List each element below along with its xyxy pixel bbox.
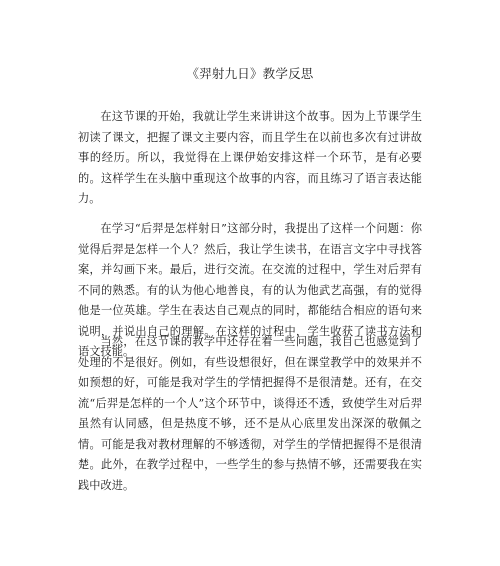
paragraph-1: 在这节课的开始，我就让学生来讲讲这个故事。因为上节课学生初读了课文，把握了课文主要内容，而且学生在以前也多次有过讲故事的经历。所以，我觉得在上课伊始安排这样一个环节，是有必要的。这样学生在头脑中重现这个故事的内容，而且练习了语言表达能力。 bbox=[78, 110, 422, 205]
paragraph-2: 在学习“后羿是怎样射日”这部分时，我提出了这样一个问题：你觉得后羿是怎样一个人？然后，我让学生读书，在语言文字中寻找答案，并勾画下来。最后，进行交流。在交流的过程中，学生对后羿有不同的熟悉。有的认为他心地善良，有的认为他武艺高强，有的觉得他是一位英雄。学生在表达自己观点的同时，都能结合相应的语句来说明，并说出自己的理解。在这样的过程中，学生收获了读书方法和语文技能。 bbox=[78, 222, 422, 358]
document-title: 《羿射九日》教学反思 bbox=[186, 66, 314, 81]
paragraph-3: 当然，在这节课的教学中还存在着一些问题，我自己也感觉到了处理的不是很好。例如，有些设想很好，但在课堂教学中的效果并不如预想的好，可能是我对学生的学情把握得不是很清楚。还有，在交流“后羿是怎样的一个人”这个环节中，谈得还不透，致使学生对后羿虽然有认同感，但是热度不够，还不是从心底里发出深深的敬佩之情。可能是我对教材理解的不够透彻，对学生的学情把握得不是很清楚。此外，在教学过程中，一些学生的参与热情不够，还需要我在实践中改进。 bbox=[78, 335, 422, 492]
